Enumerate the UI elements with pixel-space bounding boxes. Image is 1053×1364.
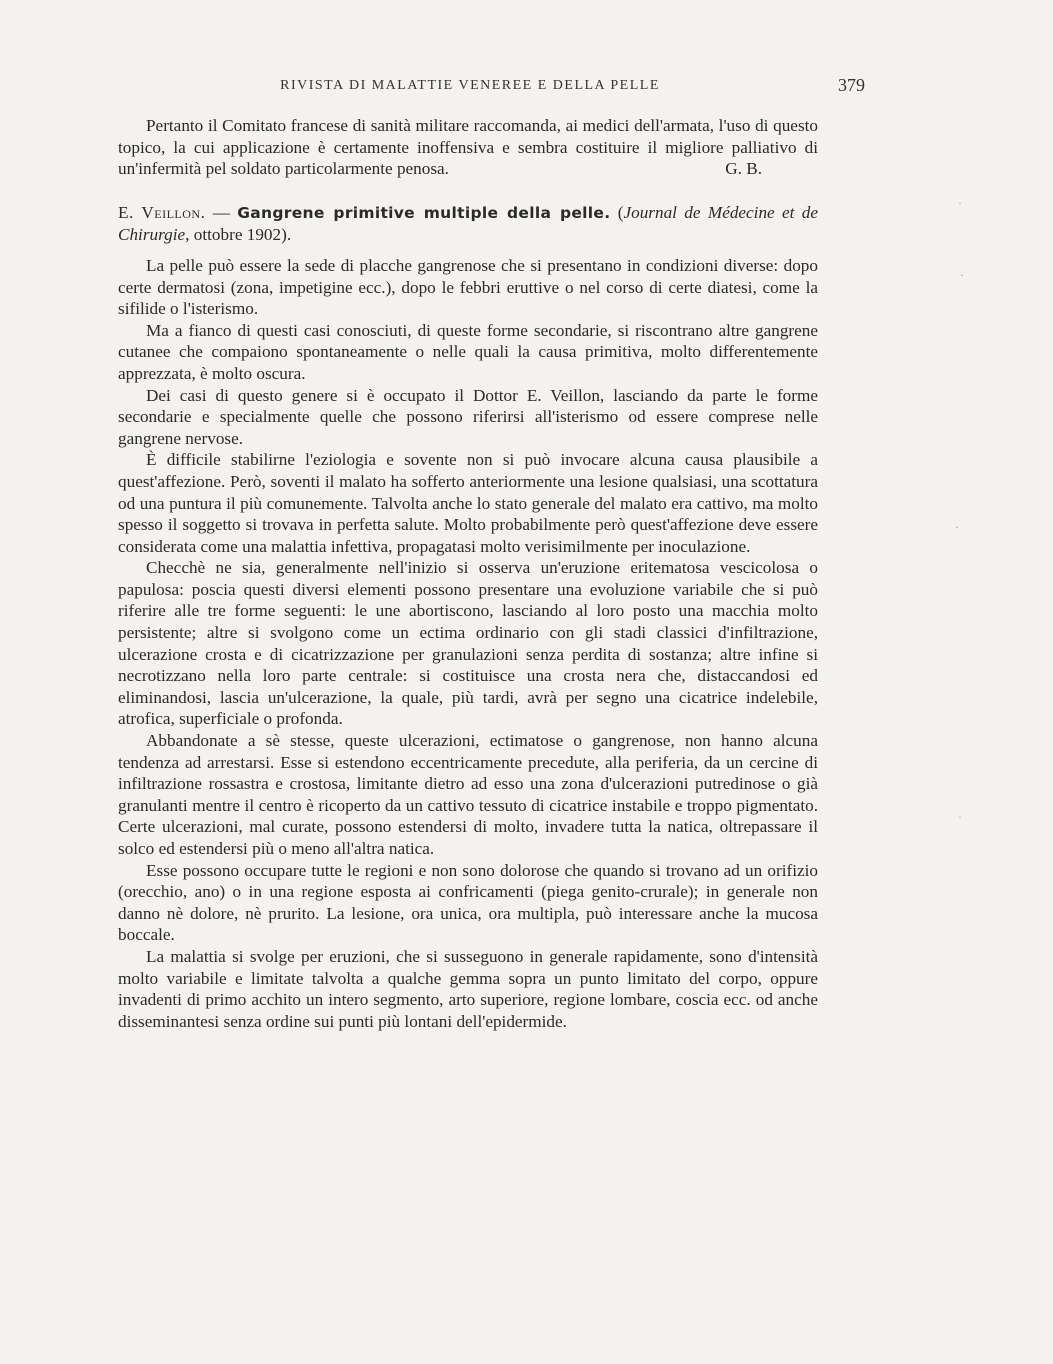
paragraph: Checchè ne sia, generalmente nell'inizio si osserva un'eruzione eritematosa vescicolosa o papulosa: poscia questi diversi elementi possono presentare una evoluzione variabile che si può riferire alle tre forme seguenti: le une abortiscono, lasciando al loro posto una macchia molto persistente; altre si svolgono come un ectima ordinario con gli stadi classici d'infiltrazione, ulcerazione crosta e di cicatrizzazione per granulazioni senza perdita di sostanza; altre infine si necrotizzano nella loro parte centrale: si costituisce una crosta nera che, distaccandosi ed eliminandosi, lascia un'ulcerazione, la quale, più tardi, avrà per segno una cicatrice indelebile, atrofica, superficiale o profonda. bbox=[118, 558, 818, 729]
paragraph: Ma a fianco di questi casi conosciuti, di queste forme secondarie, si riscontrano altre gangrene cutanee che compaiono spontaneamente o nelle quali la causa primitiva, molto differentemente apprezzata, è molto oscura. bbox=[118, 320, 818, 383]
intro-text: Pertanto il Comitato francese di sanità militare raccomanda, ai medici dell'armata, l'uso di questo topico, la cui applicazione è certamente inoffensiva e sembra costituire il migliore palliativo di un'infermità pel soldato particolarmente penosa. bbox=[118, 116, 818, 179]
article-author: E. Veillon. bbox=[118, 202, 206, 222]
running-title: RIVISTA DI MALATTIE VENEREE E DELLA PELLE bbox=[280, 78, 660, 93]
page-body bbox=[118, 115, 818, 1032]
heading-dash: — bbox=[205, 202, 238, 222]
article-heading bbox=[118, 202, 818, 246]
paragraph: La pelle può essere la sede di placche gangrenose che si presentano in condizioni diverse: dopo certe dermatosi (zona, impetigine ecc.), dopo le febbri eruttive o nel corso di certe diatesi, come la sifilide o l'isterismo. bbox=[118, 255, 818, 319]
margin-speck: · bbox=[958, 810, 962, 824]
paragraph: Abbandonate a sè stesse, queste ulcerazioni, ectimatose o gangrenose, non hanno alcuna tendenza ad arrestarsi. Esse si estendono eccentricamente precedute, alla periferia, da un cercine di infiltrazione rossastra e crostosa, limitante dietro ad esso una zona d'ulcerazioni putredinose o già granulanti mentre il centro è ricoperto da un cattivo tessuto di cicatrice instabile e troppo pigmentato. Certe ulcerazioni, mal curate, possono estendersi di molto, invadere tutta la natica, oltrepassare il solco ed estendersi più o meno all'altra natica. bbox=[118, 731, 818, 858]
article-title: Gangrene primitive multiple della pelle. bbox=[237, 203, 611, 222]
journal-name: Journal de Médecine et de Chirurgie bbox=[118, 202, 818, 245]
page-number: 379 bbox=[838, 75, 865, 95]
margin-speck: · bbox=[958, 196, 962, 210]
margin-speck: · bbox=[955, 520, 959, 534]
paragraph: La malattia si svolge per eruzioni, che si susseguono in generale rapidamente, sono d'intensità molto variabile e limitate talvolta a qualche gemma sopra un punto limitato del corpo, oppure invadenti di primo acchito un intero segmento, arto superiore, regione lombare, coscia ecc. od anche disseminantesi senza ordine sui punti più lontani dell'epidermide. bbox=[118, 946, 818, 1031]
intro-paragraph bbox=[118, 115, 818, 180]
paragraph: È difficile stabilirne l'eziologia e sovente non si può invocare alcuna causa plausibile a quest'affezione. Però, soventi il malato ha sofferto anteriormente una lesione qualsiasi, una scottatura od una puntura il più comunemente. Talvolta anche lo stato generale del malato era cattivo, ma molto spesso il soggetto si trovava in perfetta salute. Molto probabilmente però quest'affezione deve essere considerata come una malattia infettiva, propagatasi molto verisimilmente per inoculazione. bbox=[118, 450, 818, 556]
source-open: ( bbox=[610, 202, 624, 222]
signature: G. B. bbox=[725, 159, 762, 179]
paragraph: Esse possono occupare tutte le regioni e non sono dolorose che quando si trovano ad un orifizio (orecchio, ano) o in una regione esposta ai confricamenti (piega genito-crurale); in generale non danno nè dolore, nè prurito. La lesione, ora unica, ora multipla, può interessare anche la mucosa boccale. bbox=[118, 860, 818, 945]
margin-speck: · bbox=[960, 268, 964, 282]
source-rest: , ottobre 1902). bbox=[185, 225, 292, 245]
paragraph: Dei casi di questo genere si è occupato il Dottor E. Veillon, lasciando da parte le forme secondarie e specialmente quelle che possono riferirsi all'isterismo od essere comprese nelle gangrene nervose. bbox=[118, 385, 818, 448]
